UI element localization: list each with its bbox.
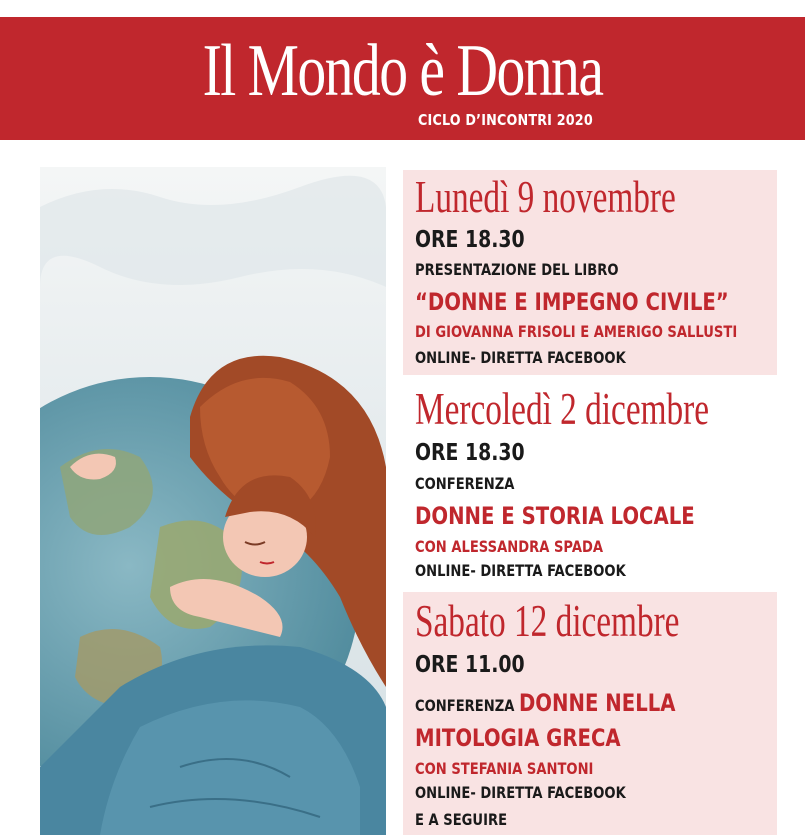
header-banner [0,17,805,140]
event-date: Sabato 12 dicembre [415,596,680,646]
event-speaker: DI GIOVANNA FRISOLI E AMERIGO SALLUSTI [415,322,738,341]
event-time: ORE 11.00 [415,652,525,678]
page-subtitle: CICLO D’INCONTRI 2020 [418,111,593,129]
event-intro: CONFERENZA [415,474,515,493]
event-mode: ONLINE- DIRETTA FACEBOOK [415,783,626,802]
event-topic-line2: MITOLOGIA GRECA [415,724,621,752]
event-mode: ONLINE- DIRETTA FACEBOOK [415,561,626,580]
event-intro-topic-line [415,689,676,717]
page-title: Il Mondo è Donna [202,30,603,112]
event-mode: ONLINE- DIRETTA FACEBOOK [415,348,626,367]
event-date: Mercoledì 2 dicembre [415,384,710,434]
event-time: ORE 18.30 [415,440,525,466]
illustration-woman-hugging-globe [40,167,386,835]
event-intro: PRESENTAZIONE DEL LIBRO [415,260,619,279]
event-intro: CONFERENZA [415,696,515,715]
event-date: Lunedì 9 novembre [415,172,676,222]
event-time: ORE 18.30 [415,227,525,253]
event-speaker: CON STEFANIA SANTONI [415,759,594,778]
event-topic: “DONNE E IMPEGNO CIVILE” [415,288,729,316]
event-extra: E A SEGUIRE [415,810,508,829]
event-topic-line1: DONNE NELLA [518,689,676,717]
event-topic: DONNE E STORIA LOCALE [415,502,695,530]
event-speaker: CON ALESSANDRA SPADA [415,537,604,556]
